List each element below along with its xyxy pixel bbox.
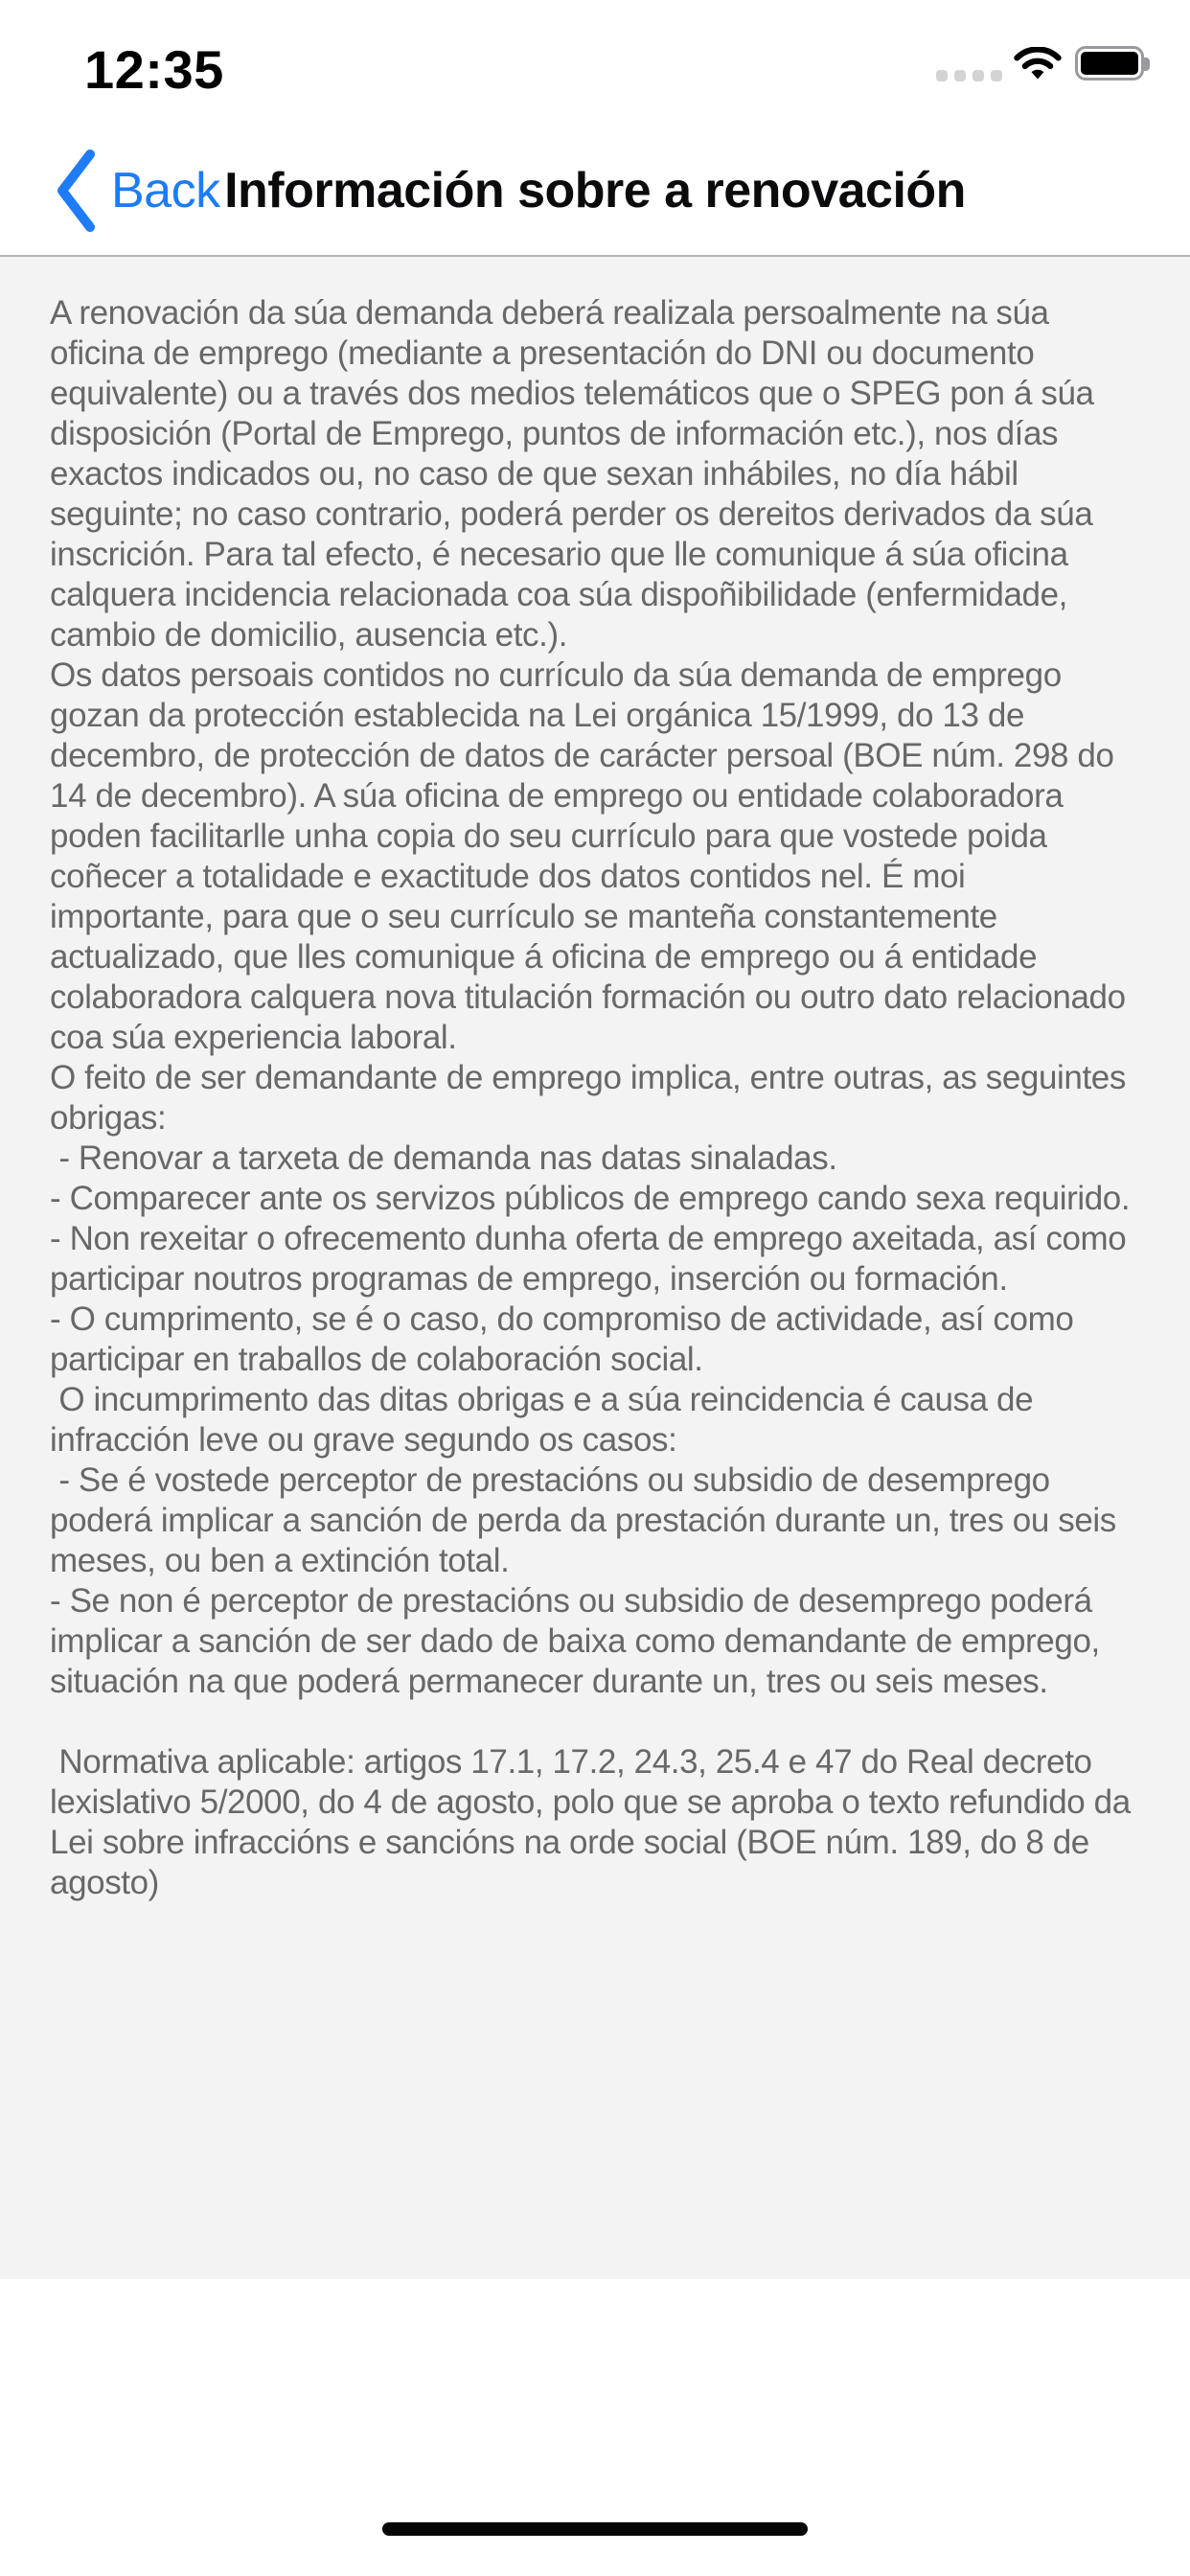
battery-level [1081, 52, 1138, 75]
wifi-icon [1014, 47, 1062, 82]
navigation-bar [0, 126, 1190, 257]
status-icons [936, 0, 1144, 126]
body-paragraph: O incumprimento das ditas obrigas e a súa reincidencia é causa de infracción leve ou grave segundo os casos: [50, 1381, 1042, 1459]
chevron-left-icon [54, 148, 98, 234]
body-paragraph: A renovación da súa demanda deberá realizala persoalmente na súa oficina de emprego (mediante a presentación do DNI ou documento equivalente) ou a través dos medios telemáticos que o SPEG pon á súa disposición (Portal de Emprego, puntos de información etc.), nos días exactos indicados ou, no caso de que sexan inhábiles, no día hábil seguinte; no caso contrario, poderá perder os dereitos derivados da súa inscrición. Para tal efecto, é necesario que lle comunique á súa oficina calquera incidencia relacionada coa súa dispoñibilidade (enfermidade, cambio de domicilio, ausencia etc.). [50, 294, 1103, 654]
battery-nub [1144, 58, 1150, 71]
cellular-dot [954, 70, 966, 81]
page-title: Información sobre a renovación [224, 163, 966, 218]
cellular-dot [973, 70, 984, 81]
body-paragraph: Os datos persoais contidos no currículo da súa demanda de emprego gozan da protección establecida na Lei orgánica 15/1999, do 13 de decembro, de protección de datos de carácter persoal (BOE núm. 298 do 14 de decembro). A súa oficina de emprego ou entidade colaboradora poden facilitarlle unha copia do seu currículo para que vostede poida coñecer a totalidade e exactitude dos datos contidos nel. É moi importante, para que o seu currículo se manteña constantemente actualizado, que lles comunique á oficina de emprego ou á entidade colaboradora calquera nova titulación formación ou outro dato relacionado coa súa experiencia laboral. [50, 656, 1134, 1056]
status-time: 12:35 [84, 39, 224, 100]
content-scroll-area[interactable] [0, 257, 1190, 2279]
body-paragraph: - Comparecer ante os servizos públicos de emprego cando sexa requirido. [50, 1180, 1131, 1217]
cellular-dot [991, 70, 1002, 81]
body-paragraph-spacer [50, 1702, 1131, 1742]
home-indicator[interactable] [382, 2522, 808, 2536]
body-paragraph: - O cumprimento, se é o caso, do compromiso de actividade, así como participar en traballos de colaboración social. [50, 1300, 1083, 1378]
body-paragraph: - Renovar a tarxeta de demanda nas datas sinaladas. [50, 1139, 837, 1177]
body-paragraph: Normativa aplicable: artigos 17.1, 17.2, 24.3, 25.4 e 47 do Real decreto lexislativo 5/2000, do 4 de agosto, polo que se aproba o texto refundido da Lei sobre infraccións e sancións na orde social (BOE núm. 189, do 8 de agosto) [50, 1743, 1140, 1901]
back-button[interactable] [54, 126, 220, 255]
body-paragraph: - Se non é perceptor de prestacións ou subsidio de desemprego poderá implicar a sanción de ser dado de baixa como demandante de emprego, situación na que poderá permanecer durante un, tres ou seis meses. [50, 1582, 1110, 1700]
body-paragraph: - Non rexeitar o ofrecemento dunha oferta de emprego axeitada, así como participar noutros programas de emprego, inserción ou formación. [50, 1220, 1135, 1298]
battery-icon [1075, 46, 1144, 80]
status-bar [0, 0, 1190, 126]
cellular-dot [936, 70, 948, 81]
body-paragraph: - Se é vostede perceptor de prestacións ou subsidio de desemprego poderá implicar a sanción de perda da prestación durante un, tres ou seis meses, ou ben a extinción total. [50, 1461, 1126, 1579]
back-button-label: Back [111, 163, 220, 218]
cellular-signal-icon [936, 70, 1002, 81]
body-paragraph: O feito de ser demandante de emprego implica, entre outras, as seguintes obrigas: [50, 1059, 1135, 1137]
